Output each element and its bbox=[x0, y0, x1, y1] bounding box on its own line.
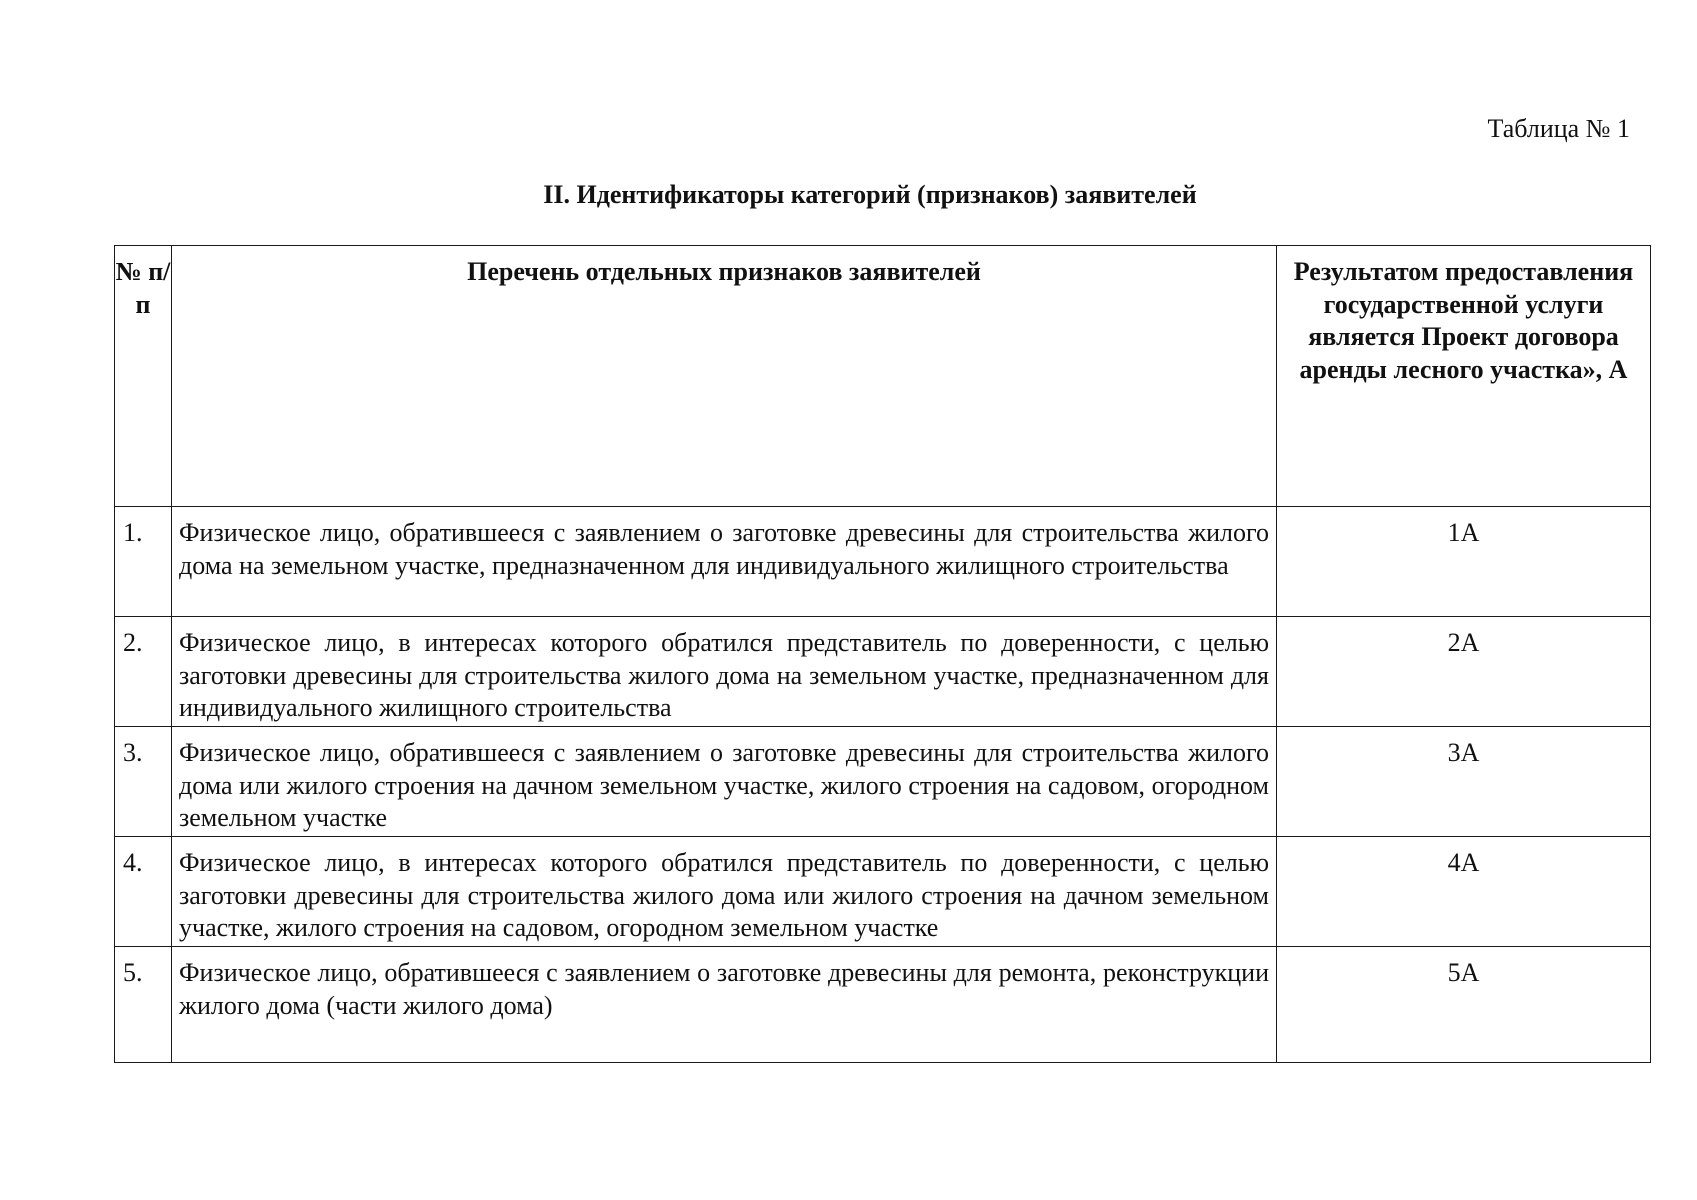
table-row bbox=[115, 617, 1651, 727]
section-title: II. Идентификаторы категорий (признаков) заявителей bbox=[543, 180, 1197, 209]
row-description: Физическое лицо, в интересах которого обратился представитель по доверенности, с целью заготовки древесины для строительства жилого дома или жилого строения на дачном земельном участке, жилого строения на садовом, огородном земельном участке bbox=[172, 837, 1277, 947]
table-number-label: Таблица № 1 bbox=[1487, 114, 1630, 143]
row-code: 2А bbox=[1277, 617, 1651, 727]
row-description: Физическое лицо, обратившееся с заявлением о заготовке древесины для строительства жилого дома на земельном участке, предназначенном для индивидуального жилищного строительства bbox=[172, 507, 1277, 617]
table-row bbox=[115, 507, 1651, 617]
row-number: 3. bbox=[115, 727, 172, 837]
table-row bbox=[115, 837, 1651, 947]
row-code: 1А bbox=[1277, 507, 1651, 617]
row-number: 5. bbox=[115, 947, 172, 1063]
table-row bbox=[115, 727, 1651, 837]
row-description: Физическое лицо, в интересах которого обратился представитель по доверенности, с целью заготовки древесины для строительства жилого дома на земельном участке, предназначенном для индивидуального жилищного строительства bbox=[172, 617, 1277, 727]
row-description: Физическое лицо, обратившееся с заявлением о заготовке древесины для ремонта, реконструкции жилого дома (части жилого дома) bbox=[172, 947, 1277, 1063]
row-number: 2. bbox=[115, 617, 172, 727]
row-number: 1. bbox=[115, 507, 172, 617]
row-code: 4А bbox=[1277, 837, 1651, 947]
row-code: 5А bbox=[1277, 947, 1651, 1063]
row-number: 4. bbox=[115, 837, 172, 947]
header-result: Результатом предоставления государственной услуги является Проект договора аренды лесного участка», А bbox=[1277, 246, 1651, 507]
applicant-categories-table bbox=[114, 245, 1651, 1063]
table-header-row bbox=[115, 246, 1651, 507]
row-description: Физическое лицо, обратившееся с заявлением о заготовке древесины для строительства жилого дома или жилого строения на дачном земельном участке, жилого строения на садовом, огородном земельном участке bbox=[172, 727, 1277, 837]
header-features: Перечень отдельных признаков заявителей bbox=[172, 246, 1277, 507]
header-number: № п/п bbox=[115, 246, 172, 507]
row-code: 3А bbox=[1277, 727, 1651, 837]
table-row bbox=[115, 947, 1651, 1063]
